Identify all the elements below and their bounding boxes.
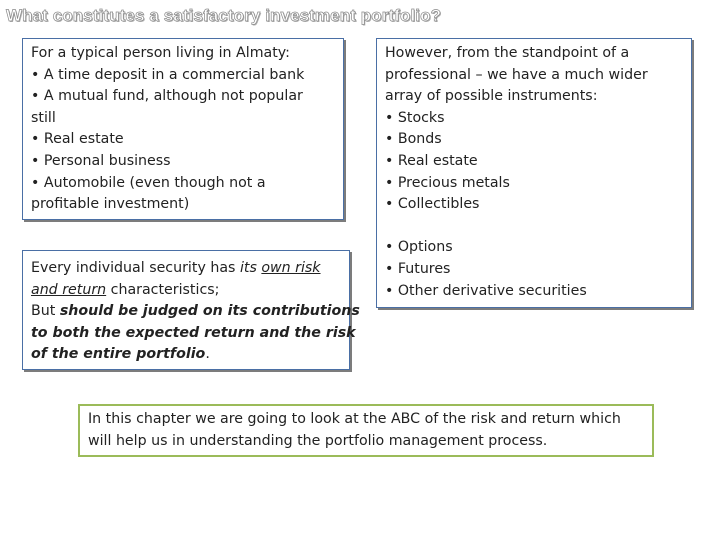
almaty-investments-box <box>22 38 344 220</box>
list-item: • Precious metals <box>385 174 510 191</box>
professional-intro: array of possible instruments: <box>385 88 598 105</box>
list-item: • A mutual fund, although not popular <box>31 88 303 105</box>
text-run: . <box>205 346 210 363</box>
list-item: • Personal business <box>31 152 171 169</box>
list-item: • Real estate <box>31 131 124 148</box>
risk-line-3 <box>31 301 360 323</box>
list-item: • Stocks <box>385 109 445 126</box>
text-run: characteristics; <box>106 281 220 298</box>
list-item: • Bonds <box>385 131 442 148</box>
emphasis-its: its <box>239 260 257 276</box>
list-item-continued: profitable investment) <box>31 196 190 213</box>
list-item: • Options <box>385 239 453 256</box>
text-run: Every individual security has <box>31 260 240 276</box>
emphasis-own-risk: own risk <box>261 260 321 276</box>
emphasis-judged: should be judged on its contributions <box>59 303 360 320</box>
risk-line-2 <box>31 280 341 302</box>
security-risk-box <box>22 250 360 370</box>
emphasis-and-return: and return <box>31 281 107 298</box>
list-item: • Other derivative securities <box>385 282 587 299</box>
list-item: • A time deposit in a commercial bank <box>31 66 305 83</box>
emphasis-judged: to both the expected return and the risk <box>31 324 356 341</box>
professional-instruments-box <box>376 38 692 308</box>
almaty-heading: For a typical person living in Almaty: <box>31 45 290 61</box>
chapter-line: In this chapter we are going to look at the ABC of the risk and return which <box>88 411 621 427</box>
list-item: • Real estate <box>385 152 478 169</box>
professional-intro: professional – we have a much wider <box>385 66 648 83</box>
professional-intro: However, from the standpoint of a <box>385 45 630 61</box>
list-item: • Futures <box>385 260 451 277</box>
list-item: • Automobile (even though not a <box>31 174 266 191</box>
list-spacer <box>385 216 683 238</box>
list-item-continued: still <box>31 109 56 126</box>
text-run: But <box>31 303 60 320</box>
chapter-line: will help us in understanding the portfolio management process. <box>88 432 548 449</box>
chapter-summary-box <box>78 404 654 457</box>
risk-line-1 <box>31 258 341 280</box>
slide-title: What constitutes a satisfactory investment portfolio? <box>6 6 442 25</box>
risk-line-5 <box>31 344 341 366</box>
emphasis-judged: of the entire portfolio <box>31 346 206 363</box>
risk-line-4 <box>31 323 356 345</box>
list-item: • Collectibles <box>385 196 480 213</box>
